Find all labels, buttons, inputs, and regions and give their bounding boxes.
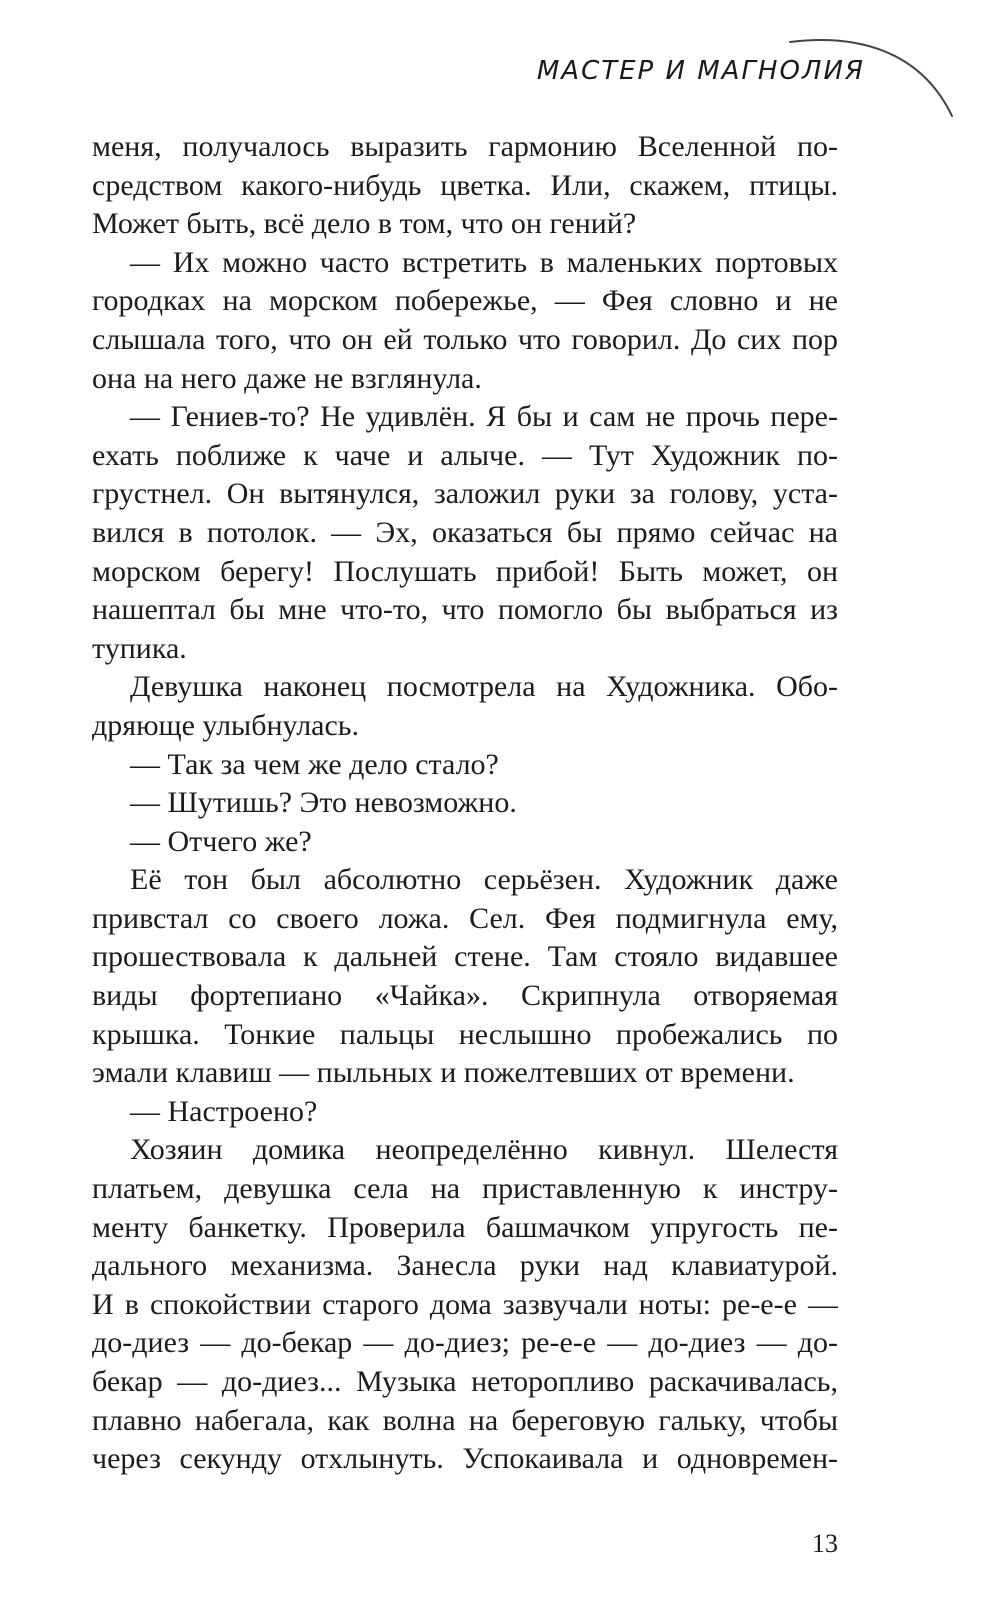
text-line: морском берегу! Послушать прибой! Быть может, он (92, 554, 838, 588)
decorative-corner-arc (760, 34, 960, 124)
body-text (92, 128, 838, 1479)
text-line: нашептал бы мне что-то, что помогло бы выбраться из (92, 593, 838, 627)
text-line: дряюще улыбнулась. (92, 708, 359, 742)
running-head: МАСТЕР И МАГНОЛИЯ (536, 56, 865, 86)
text-line: средством какого-нибудь цветка. Или, скажем, птицы. (92, 168, 838, 202)
text-line: вился в потолок. — Эх, оказаться бы прямо сейчас на (92, 515, 838, 549)
text-line: И в спокойствии старого дома зазвучали ноты: ре-е-е — (92, 1287, 838, 1321)
text-line: платьем, девушка села на приставленную к инстру- (92, 1172, 838, 1206)
text-line: бекар — до-диез... Музыка неторопливо раскачивалась, (92, 1365, 838, 1398)
text-line: ехать поближе к чаче и алыче. — Тут Художник по- (92, 438, 838, 472)
text-line: — Так за чем же дело стало? (130, 747, 499, 781)
text-line: до-диез — до-бекар — до-диез; ре-е-е — до-диез — до- (92, 1326, 838, 1360)
text-line: Хозяин домика неопределённо кивнул. Шелестя (130, 1133, 838, 1167)
text-line: — Гениев-то? Не удивлён. Я бы и сам не прочь пере- (130, 400, 838, 434)
text-line: плавно набегала, как волна на береговую гальку, чтобы (92, 1403, 838, 1437)
text-line: городках на морском побережье, — Фея словно и не (92, 284, 838, 318)
text-line: она на него даже не взглянула. (92, 361, 482, 395)
text-line: менту банкетку. Проверила башмачком упругость пе- (92, 1210, 838, 1244)
text-line: — Настроено? (130, 1094, 318, 1128)
text-line: меня, получалось выразить гармонию Вселенной по- (92, 130, 838, 163)
page-number: 13 (812, 1529, 838, 1558)
text-line: прошествовала к дальней стене. Там стояло видавшее (92, 940, 838, 974)
text-line: Девушка наконец посмотрела на Художника. Обо- (130, 670, 838, 704)
text-line: Её тон был абсолютно серьёзен. Художник даже (130, 863, 838, 897)
text-line: привстал со своего ложа. Сел. Фея подмигнула ему, (92, 901, 838, 935)
text-line: Может быть, всё дело в том, что он гений? (92, 207, 637, 241)
text-line: — Отчего же? (130, 824, 312, 858)
text-line: через секунду отхлынуть. Успокаивала и одновремен- (92, 1442, 838, 1476)
text-line: тупика. (92, 631, 187, 665)
text-line: крышка. Тонкие пальцы неслышно пробежались по (92, 1017, 838, 1051)
text-line: — Шутишь? Это невозможно. (130, 786, 517, 820)
text-line: дального механизма. Занесла руки над клавиатурой. (92, 1249, 838, 1283)
text-line: грустнел. Он вытянулся, заложил руки за голову, уста- (92, 477, 838, 511)
text-line: — Их можно часто встретить в маленьких портовых (130, 245, 838, 279)
text-line: слышала того, что он ей только что говорил. До сих пор (92, 322, 838, 356)
text-line: эмали клавиш — пыльных и пожелтевших от времени. (92, 1056, 795, 1090)
text-line: виды фортепиано «Чайка». Скрипнула отворяемая (92, 979, 838, 1013)
